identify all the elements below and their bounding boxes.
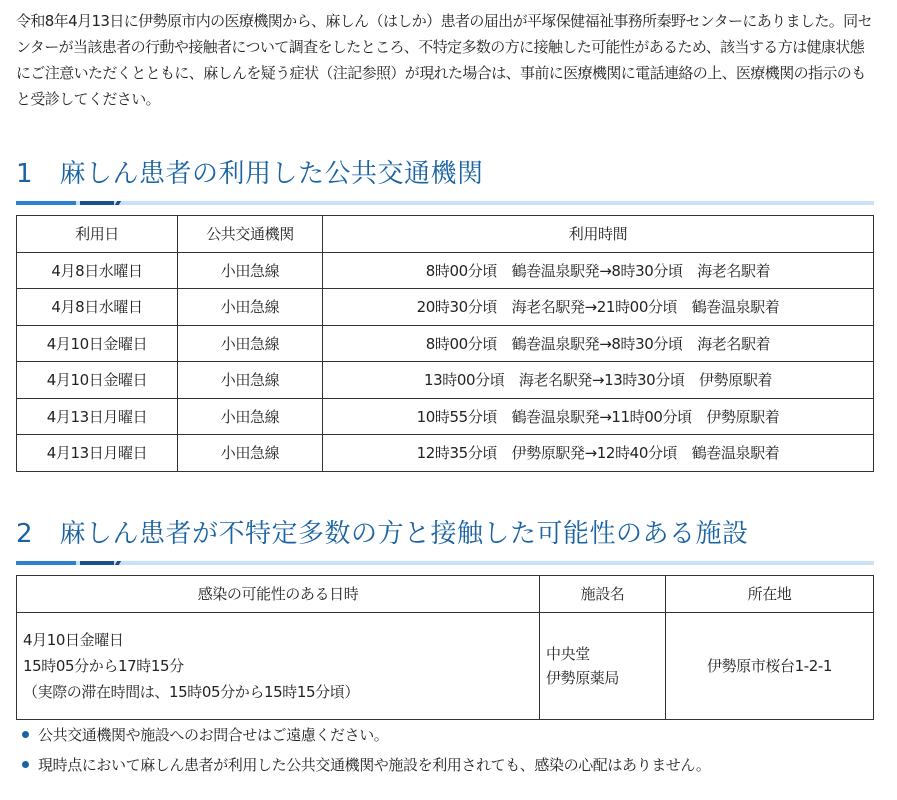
cell-time: 8時00分頃 鶴巻温泉駅発→8時30分頃 海老名駅着 (323, 325, 874, 362)
header-time: 利用時間 (323, 216, 874, 253)
table-header-row (17, 575, 874, 612)
cell-time: 13時00分頃 海老名駅発→13時30分頃 伊勢原駅着 (323, 362, 874, 399)
cell-line: 小田急線 (178, 362, 323, 399)
datetime-date: 4月10日金曜日 (23, 630, 124, 649)
note-text: 現時点において麻しん患者が利用した公共交通機関や施設を利用されても、感染の心配はありません。 (38, 755, 711, 774)
table-row (17, 289, 874, 326)
section1-title: 1 麻しん患者の利用した公共交通機関 (16, 159, 484, 189)
datetime-note: （実際の滞在時間は、15時05分から15時15分頃） (23, 682, 359, 701)
cell-time: 12時35分頃 伊勢原駅発→12時40分頃 鶴巻温泉駅着 (323, 435, 874, 472)
table-row (17, 398, 874, 435)
table-row (17, 612, 874, 719)
list-item (16, 750, 874, 780)
cell-date: 4月10日金曜日 (17, 325, 178, 362)
cell-address: 伊勢原市桜台1-2-1 (666, 612, 874, 719)
cell-date: 4月13日月曜日 (17, 435, 178, 472)
heading-underline (16, 201, 874, 205)
header-date: 利用日 (17, 216, 178, 253)
list-item (16, 720, 874, 750)
bullet-icon (22, 761, 29, 768)
cell-date: 4月8日水曜日 (17, 289, 178, 326)
cell-time: 8時00分頃 鶴巻温泉駅発→8時30分頃 海老名駅着 (323, 252, 874, 289)
content-area (16, 0, 874, 780)
table-row (17, 362, 874, 399)
cell-line: 小田急線 (178, 325, 323, 362)
cell-date: 4月8日水曜日 (17, 252, 178, 289)
intro-paragraph: 令和8年4月13日に伊勢原市内の医療機関から、麻しん（はしか）患者の届出が平塚保健福祉事務所秦野センターにありました。同センターが当該患者の行動や接触者について調査をしたところ、不特定多数の方に接触した可能性があるため、該当する方は健康状態にご注意いただくとともに、麻しんを疑う症状（注記参照）が現れた場合は、事前に医療機関に電話連絡の上、医療機関の指示のもと受診してください。 (16, 12, 872, 108)
facility-table (16, 575, 874, 720)
table-row (17, 435, 874, 472)
cell-date: 4月13日月曜日 (17, 398, 178, 435)
bullet-icon (22, 731, 29, 738)
cell-date: 4月10日金曜日 (17, 362, 178, 399)
note-text: 公共交通機関や施設へのお問合せはご遠慮ください。 (38, 725, 389, 744)
header-facility: 施設名 (540, 575, 666, 612)
cell-time: 20時30分頃 海老名駅発→21時00分頃 鶴巻温泉駅着 (323, 289, 874, 326)
header-address: 所在地 (666, 575, 874, 612)
header-datetime: 感染の可能性のある日時 (17, 575, 540, 612)
section1-heading (16, 159, 874, 215)
cell-datetime (17, 612, 540, 719)
notes-list (16, 720, 874, 780)
table-row (17, 252, 874, 289)
facility-name-line1: 中央堂 (546, 644, 590, 663)
cell-line: 小田急線 (178, 252, 323, 289)
cell-line: 小田急線 (178, 398, 323, 435)
datetime-range: 15時05分から17時15分 (23, 656, 184, 675)
table-row (17, 325, 874, 362)
heading-underline (16, 561, 874, 565)
header-transport: 公共交通機関 (178, 216, 323, 253)
cell-time: 10時55分頃 鶴巻温泉駅発→11時00分頃 伊勢原駅着 (323, 398, 874, 435)
cell-line: 小田急線 (178, 435, 323, 472)
section2-heading (16, 519, 874, 575)
section2-title: 2 麻しん患者が不特定多数の方と接触した可能性のある施設 (16, 518, 749, 549)
table-header-row (17, 216, 874, 253)
facility-name-line2: 伊勢原薬局 (546, 668, 620, 687)
cell-line: 小田急線 (178, 289, 323, 326)
cell-facility (540, 612, 666, 719)
transport-table (16, 215, 874, 472)
